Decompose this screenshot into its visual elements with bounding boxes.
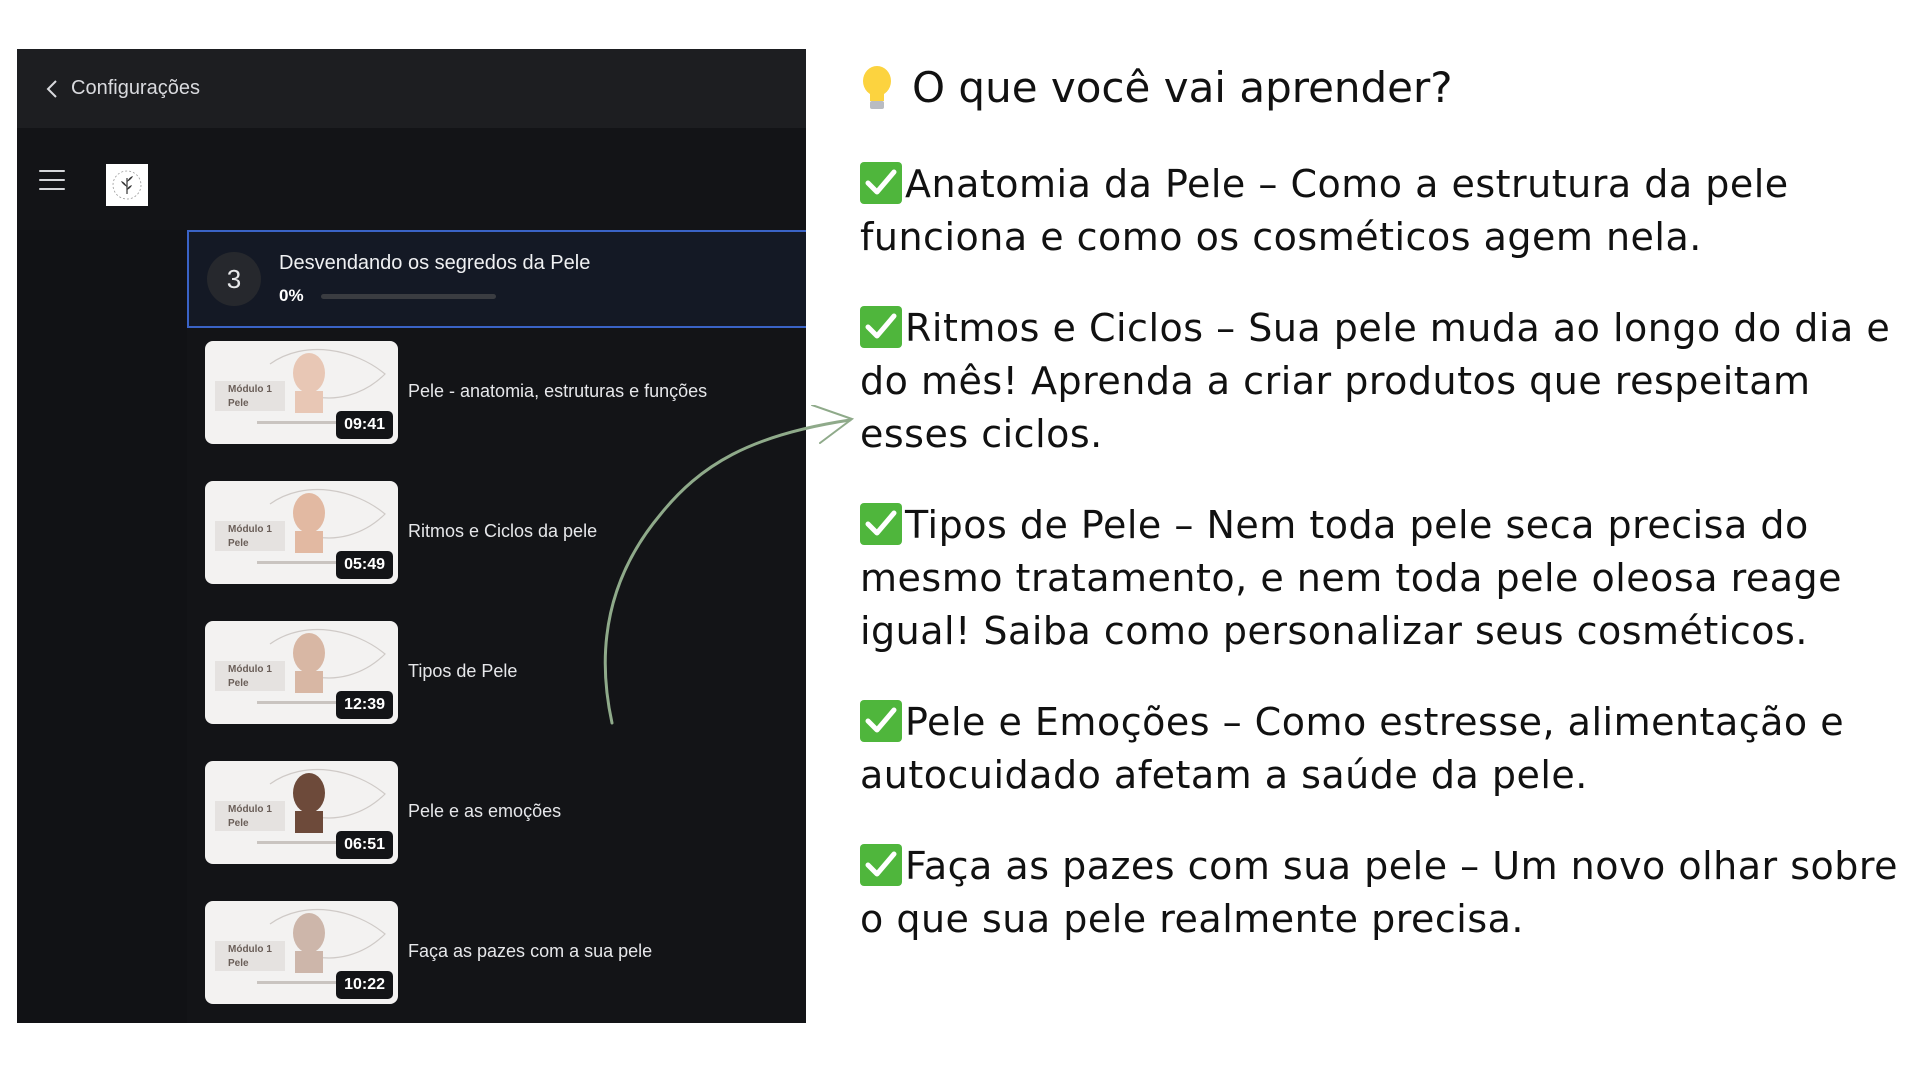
module-card[interactable] xyxy=(187,230,806,328)
module-title: Desvendando os segredos da Pele xyxy=(279,252,591,274)
check-mark-icon xyxy=(860,306,902,348)
learning-heading xyxy=(860,56,1910,120)
check-mark-icon xyxy=(860,700,902,742)
check-mark-icon xyxy=(860,162,902,204)
learning-item xyxy=(860,840,1910,946)
thumbnail-module-tag: Módulo 1 Pele xyxy=(215,941,285,971)
lesson-item[interactable] xyxy=(205,761,806,864)
learning-heading-text: O que você vai aprender? xyxy=(912,63,1453,112)
sidebar-strip xyxy=(17,230,187,1023)
lesson-title[interactable]: Faça as pazes com a sua pele xyxy=(408,941,653,961)
learning-item-text: Tipos de Pele – Nem toda pele seca precisa do mesmo tratamento, e nem toda pele oleosa reage igual! Saiba como personalizar seus cosméticos. xyxy=(860,503,1843,653)
learning-item xyxy=(860,158,1910,264)
learning-item-text: Ritmos e Ciclos – Sua pele muda ao longo do dia e do mês! Aprenda a criar produtos que respeitam esses ciclos. xyxy=(860,306,1891,456)
lesson-duration: 05:49 xyxy=(336,551,393,579)
nav-row xyxy=(17,128,806,230)
check-mark-icon xyxy=(860,503,902,545)
learning-item-text: Anatomia da Pele – Como a estrutura da pele funciona e como os cosméticos agem nela. xyxy=(860,162,1789,259)
hamburger-menu-icon[interactable] xyxy=(39,170,65,192)
lesson-thumbnail[interactable] xyxy=(205,621,398,724)
thumbnail-module-tag: Módulo 1 Pele xyxy=(215,521,285,551)
thumbnail-module-tag: Módulo 1 Pele xyxy=(215,381,285,411)
lesson-duration: 10:22 xyxy=(336,971,393,999)
lesson-title[interactable]: Pele e as emoções xyxy=(408,801,562,821)
back-link-label: Configurações xyxy=(71,77,200,99)
top-bar xyxy=(17,49,806,128)
lesson-duration: 06:51 xyxy=(336,831,393,859)
learning-item xyxy=(860,499,1910,658)
lesson-title[interactable]: Pele - anatomia, estruturas e funções xyxy=(408,381,708,401)
chevron-left-icon xyxy=(45,78,59,100)
lesson-title[interactable]: Tipos de Pele xyxy=(408,661,518,681)
learning-outcomes xyxy=(860,56,1910,946)
lesson-duration: 12:39 xyxy=(336,691,393,719)
lesson-thumbnail[interactable] xyxy=(205,341,398,444)
back-to-settings-link[interactable] xyxy=(45,77,200,100)
thumbnail-module-tag: Módulo 1 Pele xyxy=(215,801,285,831)
curved-arrow-icon xyxy=(590,405,870,735)
leaf-logo-icon[interactable] xyxy=(106,164,148,206)
lesson-thumbnail[interactable] xyxy=(205,481,398,584)
module-progress-bar xyxy=(321,294,496,299)
learning-item-text: Faça as pazes com sua pele – Um novo olhar sobre o que sua pele realmente precisa. xyxy=(860,844,1899,941)
module-number-badge: 3 xyxy=(207,252,261,306)
learning-item-text: Pele e Emoções – Como estresse, alimentação e autocuidado afetam a saúde da pele. xyxy=(860,700,1845,797)
lesson-thumbnail[interactable] xyxy=(205,901,398,1004)
learning-item xyxy=(860,302,1910,461)
thumbnail-module-tag: Módulo 1 Pele xyxy=(215,661,285,691)
check-mark-icon xyxy=(860,844,902,886)
lesson-duration: 09:41 xyxy=(336,411,393,439)
light-bulb-icon xyxy=(860,65,894,111)
lesson-title[interactable]: Ritmos e Ciclos da pele xyxy=(408,521,598,541)
lesson-thumbnail[interactable] xyxy=(205,761,398,864)
lesson-item[interactable] xyxy=(205,901,806,1004)
learning-item xyxy=(860,696,1910,802)
learning-items xyxy=(860,158,1910,946)
module-progress-label: 0% xyxy=(279,286,304,305)
